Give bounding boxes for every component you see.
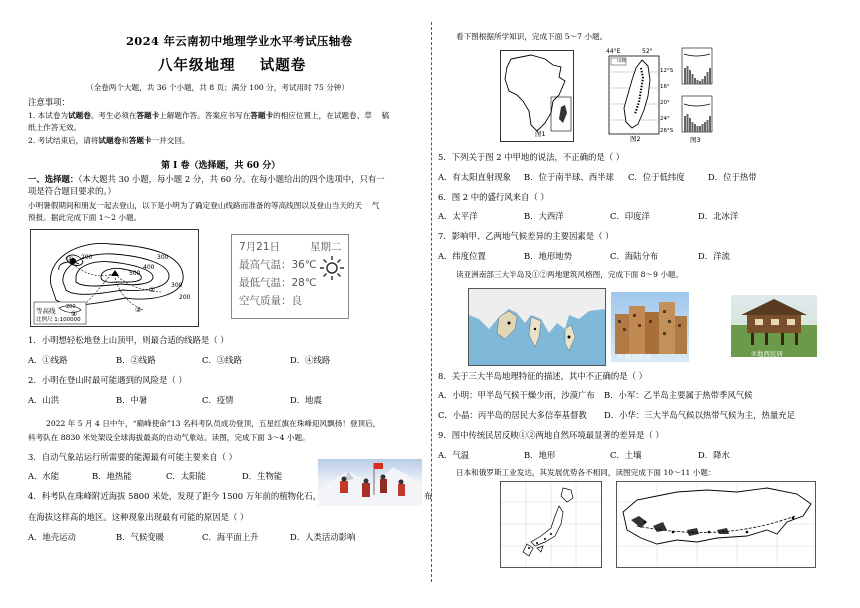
notes-heading: 注意事项： <box>28 97 70 107</box>
fig2-lat-12: 12°S <box>660 68 674 74</box>
weather-weekday: 星期二 <box>310 241 342 253</box>
contour-height-3: 400 <box>143 264 155 271</box>
question-4-cont: 在海拔这样高的地区。这种现象出现最有可能的原因是（ ） <box>28 512 249 522</box>
section-1-desc-cont: 项是符合题目要求的。） <box>28 186 116 196</box>
q2-option-d[interactable]: D．地震 <box>290 395 322 405</box>
russia-industry-map <box>616 481 816 568</box>
tropical-dwelling-photo <box>731 295 817 357</box>
q5-7-intro: 看下图根据所学知识，完成下面 5～7 小题。 <box>456 32 608 41</box>
exam-title: 2024 年云南初中地理学业水平考试压轴卷 <box>126 34 353 48</box>
fig2-lon-52: 52° <box>642 48 653 55</box>
japan-industry-map <box>500 481 602 568</box>
weather-high: 最高气温：36℃ <box>239 259 317 271</box>
everest-intro: 2022 年 5 月 4 日中午，“巅峰使命”13 名科考队员成功登顶，五星红旗在珠峰迎风飘扬！登顶后， <box>46 419 381 428</box>
q1-2-intro-cont: 预报。据此完成下面 1～2 小题。 <box>28 213 142 222</box>
everest-team-photo <box>318 459 422 506</box>
route-label-4: ④ <box>71 310 78 318</box>
q7-option-b[interactable]: B．地形地势 <box>524 251 573 261</box>
question-5: 5．下列关于图 2 中甲地的说法，不正确的是（ ） <box>438 152 625 162</box>
question-3: 3．自动气象站运行所需要的能源最有可能主要来自（ ） <box>28 452 237 462</box>
q2-option-b[interactable]: B．中暑 <box>116 395 148 405</box>
q8-option-c[interactable]: C．小晶：丙半岛的居民大多信奉基督教 <box>438 410 587 420</box>
q1-option-c[interactable]: C．③线路 <box>202 355 242 365</box>
fig2-lon-44: 44°E <box>606 48 621 55</box>
question-4: 4．科考队在珠峰附近海拔 5800 米处，发现了距今 1500 万年前的植物化石， <box>28 491 322 501</box>
q4-option-c[interactable]: C．海平面上升 <box>202 532 259 542</box>
question-7: 7．影响甲、乙两地气候差异的主要因素是（ ） <box>438 231 614 241</box>
q7-option-d[interactable]: D．洋流 <box>698 251 730 261</box>
contour-scale: 比例尺 1:100000 <box>36 317 81 323</box>
route-label-2: ② <box>149 286 156 294</box>
contour-map <box>30 229 199 327</box>
weather-low: 最低气温：28℃ <box>239 277 317 289</box>
exam-info: （全卷两个大题，共 36 个小题，共 8 页；满分 100 分，考试用时 75 分钟） <box>86 83 349 92</box>
question-4-tail: 布 <box>424 491 433 501</box>
figure-3-label: 图3 <box>690 136 701 144</box>
south-asia-peninsulas-map <box>468 288 606 366</box>
contour-height-2: 300 <box>157 254 169 261</box>
note-1-cont: 纸上作答无效。 <box>28 123 82 132</box>
q8-9-intro: 读亚洲南部三大半岛及①②两地建筑风格图，完成下面 8～9 小题。 <box>456 270 684 279</box>
weather-date: 7月21日 <box>239 241 281 253</box>
q1-option-b[interactable]: B．②线路 <box>116 355 156 365</box>
everest-intro-cont: 科考队在 8830 米处架设全球海拔最高的自动气象站。读图，完成下面 3～4 小题。 <box>28 433 310 442</box>
q3-option-d[interactable]: D．生物能 <box>242 471 283 481</box>
note-1: 1. 本试卷为试题卷。考生必须在答题卡上解题作答。答案应书写在答题卡的相应位置上，在试题卷、草 稿 <box>28 111 390 120</box>
fig2-lat-20: 20° <box>660 100 670 106</box>
q2-option-a[interactable]: A．山洪 <box>28 395 60 405</box>
q1-2-intro: 小明暑假期间和朋友一起去登山，以下是小明为了确定登山线路而准备的等高线图以及登山当天的天 气 <box>28 201 380 210</box>
q2-option-c[interactable]: C．疫情 <box>202 395 234 405</box>
q5-option-b[interactable]: B．位于南半球、西半球 <box>524 172 614 182</box>
q5-option-c[interactable]: C．位于低纬度 <box>628 172 685 182</box>
question-1: 1．小明想轻松地登上山顶甲，则最合适的线路是（ ） <box>28 335 229 345</box>
q1-option-a[interactable]: A．①线路 <box>28 355 68 365</box>
question-9: 9．图中传统民居反映①②两地自然环境最显著的差异是（ ） <box>438 430 664 440</box>
route-label-1: ① <box>67 255 74 263</box>
figure-2-madagascar-map <box>606 48 674 143</box>
dwelling-2-caption: ②地西民居 <box>751 350 783 358</box>
fig2-mountain-legend: 山脉 <box>617 59 626 64</box>
sun-icon <box>320 255 344 281</box>
q4-option-b[interactable]: B．气候变暖 <box>116 532 165 542</box>
question-2: 2．小明在登山时最可能遇到的风险是（ ） <box>28 375 187 385</box>
figure-1-label: 图1 <box>535 130 546 138</box>
contour-legend-label: 等高线 <box>36 307 56 315</box>
q6-option-b[interactable]: B．大西洋 <box>524 211 564 221</box>
q3-option-b[interactable]: B．地热能 <box>92 471 132 481</box>
q8-option-d[interactable]: D．小华：三大半岛气候以热带气候为主，热量充足 <box>604 410 795 420</box>
dwelling-1-caption: ① 地西民居 <box>617 353 651 361</box>
q3-option-a[interactable]: A．水能 <box>28 471 60 481</box>
note-2: 2. 考试结束后，请将试题卷和答题卡一并交回。 <box>28 136 190 145</box>
q3-option-c[interactable]: C．太阳能 <box>166 471 206 481</box>
question-6: 6．图 2 中的盛行风来自（ ） <box>438 192 549 202</box>
figure-1-africa-map <box>500 50 574 142</box>
contour-legend-value: 200 <box>66 304 76 310</box>
q6-option-c[interactable]: C．印度洋 <box>610 211 650 221</box>
figure-3-climate-charts <box>674 44 722 144</box>
figure-2-label: 图2 <box>630 135 641 143</box>
q8-option-b[interactable]: B．小军：乙半岛主要属于热带季风气候 <box>604 390 753 400</box>
q8-option-a[interactable]: A．小明：甲半岛气候干燥少雨，沙漠广布 <box>438 390 595 400</box>
weather-air-quality: 空气质量：良 <box>239 295 302 307</box>
fig2-lat-26: 26°S <box>660 128 674 134</box>
part1-heading: 第 Ⅰ 卷（选择题，共 60 分） <box>161 161 281 171</box>
contour-height-5: 300 <box>171 282 183 289</box>
q6-option-a[interactable]: A．太平洋 <box>438 211 478 221</box>
q9-option-c[interactable]: C．土壤 <box>610 450 642 460</box>
desert-dwelling-photo <box>611 292 689 362</box>
q5-option-d[interactable]: D．位于热带 <box>708 172 757 182</box>
fig2-lat-16: 16° <box>660 84 670 90</box>
q10-11-intro: 日本和俄罗斯工业发达，其发展优势各不相同，读图完成下面 10～11 小题： <box>456 468 716 477</box>
q4-option-d[interactable]: D．人类活动影响 <box>290 532 356 542</box>
section-1-desc: 一、选择题：（本大题共 30 小题，每小题 2 分，共 60 分。在每小题给出的四个选项中，只有一 <box>28 174 385 184</box>
q7-option-a[interactable]: A．纬度位置 <box>438 251 486 261</box>
contour-height-1: 200 <box>81 254 93 261</box>
weather-forecast-card <box>231 234 349 319</box>
question-8: 8．关于三大半岛地理特征的描述，其中不正确的是（ ） <box>438 371 647 381</box>
q9-option-d[interactable]: D．降水 <box>698 450 730 460</box>
route-label-3: ③ <box>135 306 142 314</box>
paper-subtitle: 八年级地理 试题卷 <box>158 57 307 74</box>
q6-option-d[interactable]: D．北冰洋 <box>698 211 739 221</box>
fig2-lat-24: 24° <box>660 116 670 122</box>
q9-option-a[interactable]: A．气温 <box>438 450 470 460</box>
q4-option-a[interactable]: A．地壳运动 <box>28 532 76 542</box>
q5-option-a[interactable]: A．有太阳直射现象 <box>438 172 512 182</box>
q9-option-b[interactable]: B．地形 <box>524 450 556 460</box>
q7-option-c[interactable]: C．海陆分布 <box>610 251 659 261</box>
contour-height-6: 200 <box>179 294 191 301</box>
q1-option-d[interactable]: D．④线路 <box>290 355 331 365</box>
contour-height-4: 500 <box>129 270 141 277</box>
